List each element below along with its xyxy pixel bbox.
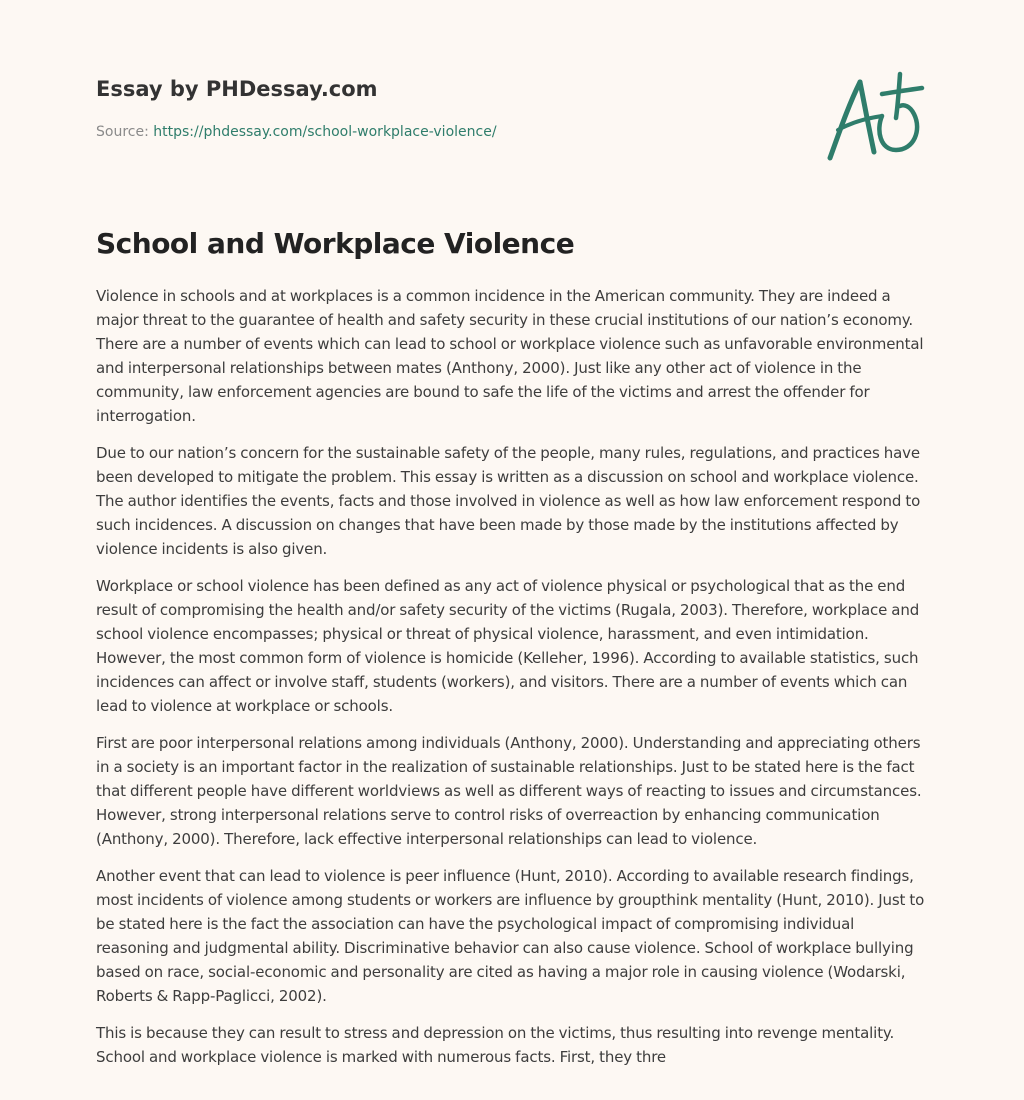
site-brand: Essay by PHDessay.com bbox=[96, 77, 378, 101]
essay-body bbox=[96, 284, 930, 1082]
essay-paragraph: First are poor interpersonal relations among individuals (Anthony, 2000). Understanding and appreciating others in a society is an important factor in the realization of sustainable relationships. Just to be stated here is the fact that different people have different worldviews as well as different ways of reacting to issues and circumstances. However, strong interpersonal relations serve to control risks of overreaction by enhancing communication (Anthony, 2000). Therefore, lack effective interpersonal relationships can lead to violence. bbox=[96, 734, 922, 848]
source-link[interactable]: https://phdessay.com/school-workplace-violence/ bbox=[153, 124, 497, 140]
essay-paragraph: Workplace or school violence has been defined as any act of violence physical or psychological that as the end result of compromising the health and/or safety security of the victims (Rugala, 2003). Therefore, workplace and school violence encompasses; physical or threat of physical violence, harassment, and even intimidation. However, the most common form of violence is homicide (Kelleher, 1996). According to available statistics, such incidences can affect or involve staff, students (workers), and visitors. There are a number of events which can lead to violence at workplace or schools. bbox=[96, 577, 920, 715]
essay-title: School and Workplace Violence bbox=[96, 227, 575, 260]
essay-header bbox=[96, 74, 497, 142]
essay-paragraph: This is because they can result to stress and depression on the victims, thus resulting into revenge mentality. School and workplace violence is marked with numerous facts. First, they thre bbox=[96, 1024, 895, 1066]
source-label: Source: bbox=[96, 124, 149, 140]
a-plus-grade-icon bbox=[822, 66, 930, 166]
source-line bbox=[96, 122, 497, 142]
essay-paragraph: Another event that can lead to violence is peer influence (Hunt, 2010). According to available research findings, most incidents of violence among students or workers are influence by groupthink mentality (Hunt, 2010). Just to be stated here is the fact the association can have the psychological impact of compromising individual reasoning and judgmental ability. Discriminative behavior can also cause violence. School of workplace bullying based on race, social-economic and personality are cited as having a major role in causing violence (Wodarski, Roberts & Rapp-Paglicci, 2002). bbox=[96, 867, 925, 1005]
essay-paragraph: Due to our nation’s concern for the sustainable safety of the people, many rules, regulations, and practices have been developed to mitigate the problem. This essay is written as a discussion on school and workplace violence. The author identifies the events, facts and those involved in violence as well as how law enforcement respond to such incidences. A discussion on changes that have been made by those made by the institutions affected by violence incidents is also given. bbox=[96, 444, 921, 558]
essay-paragraph: Violence in schools and at workplaces is a common incidence in the American community. They are indeed a major threat to the guarantee of health and safety security in these crucial institutions of our nation’s economy. There are a number of events which can lead to school or workplace violence such as unfavorable environmental and interpersonal relationships between mates (Anthony, 2000). Just like any other act of violence in the community, law enforcement agencies are bound to safe the life of the victims and arrest the offender for interrogation. bbox=[96, 287, 924, 425]
